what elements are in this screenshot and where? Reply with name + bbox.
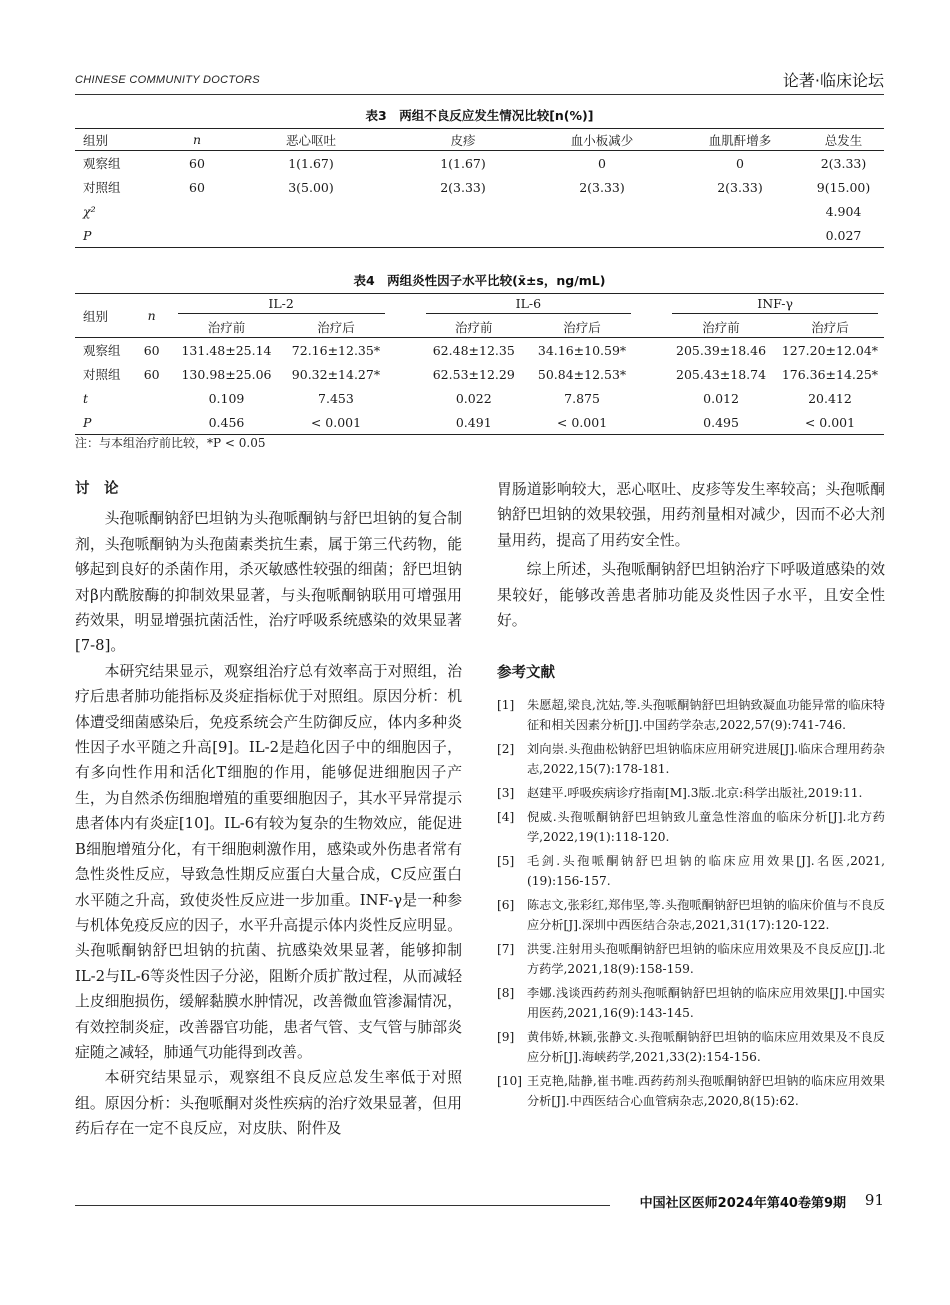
reference-item [497,851,885,891]
table4-cell: 62.48±12.35 [432,342,515,358]
table3-cell [399,223,527,248]
table4-header: 组别 [75,294,132,338]
table-row [75,199,884,223]
section-label: 论著·临床论坛 [782,71,884,90]
table3-header: 组别 [75,129,171,151]
table4-cell: 7.453 [318,390,354,406]
table4-cell: 0.022 [455,390,492,406]
table4-caption: 表4 两组炎性因子水平比较(x̄±s，ng/mL) [353,273,606,288]
table-row [75,386,884,410]
table4-note: 注：与本组治疗前比较，*P < 0.05 [75,436,266,450]
reference-item [497,895,885,935]
table-row [75,362,884,386]
table4-cell: 60 [143,366,160,382]
table4-cell: 0.491 [455,414,492,430]
reference-text: 倪威.头孢哌酮钠舒巴坦钠致儿童急性溶血的临床分析[J].北方药学,2022,19(1):118-120. [527,809,885,844]
table-row [75,175,884,199]
reference-item [497,783,885,803]
reference-item [497,1071,885,1111]
reference-text: 王克艳,陆静,崔书唯.西药药剂头孢哌酮钠舒巴坦钠的临床应用效果分析[J].中西医结合心血管病杂志,2020,8(15):62. [527,1073,885,1108]
reference-text: 刘向崇.头孢曲松钠舒巴坦钠临床应用研究进展[J].临床合理用药杂志,2022,15(7):178-181. [527,741,885,776]
table3-header: 皮疹 [399,129,527,151]
table3-cell: 0.027 [825,227,862,243]
reference-number: [10] [497,1073,523,1088]
reference-text: 朱愿超,梁良,沈姑,等.头孢哌酮钠舒巴坦钠致凝血功能异常的临床特征和相关因素分析[J].中国药学杂志,2022,57(9):741-746. [527,697,885,732]
table3-header-row [75,129,884,151]
table3-cell: 60 [189,179,205,195]
table4-group-header: INF-γ [672,296,878,314]
reference-item [497,695,885,735]
table4-sub-header: 治疗前 [172,316,282,338]
table4-sub-header-row [75,316,884,338]
table4-cell: 176.36±14.25* [781,366,879,382]
table3-cell [171,199,223,223]
table4-cell: 62.53±12.29 [432,366,515,382]
table4-cell: 7.875 [564,390,600,406]
reference-text: 李娜.浅谈西药药剂头孢哌酮钠舒巴坦钠的临床应用效果[J].中国实用医药,2021,16(9):143-145. [527,985,885,1020]
table3-cell: 0 [598,155,606,171]
reference-item [497,983,885,1023]
table4-sub-header: 治疗后 [527,316,636,338]
table4-cell: 0.495 [703,414,739,430]
table3-cell [527,223,677,248]
reference-text: 黄伟娇,林颖,张静文.头孢哌酮钠舒巴坦钠的临床应用效果及不良反应分析[J].海峡药学,2021,33(2):154-156. [527,1029,885,1064]
table3-cell: 3(5.00) [288,179,334,195]
table4-header: n [132,294,172,338]
reference-item [497,1027,885,1067]
table4-cell: 对照组 [83,367,121,382]
reference-list [497,695,885,1111]
reference-number: [3] [497,785,515,800]
reference-number: [7] [497,941,515,956]
references-heading: 参考文献 [497,665,555,682]
footer-journal: 中国社区医师2024年第40卷第9期 [639,1196,846,1211]
table4-cell: 130.98±25.06 [181,366,272,382]
table4-cell: t [83,390,89,406]
table3-header: n [171,129,223,151]
table3-cell: χ² [83,203,96,219]
table3-header: 血小板减少 [527,129,677,151]
table4-group-header: IL-6 [426,296,631,314]
table4-cell: 131.48±25.14 [181,342,272,358]
reference-number: [1] [497,697,515,712]
table3-cell [399,199,527,223]
right-column [497,477,885,1115]
table3-cell: 9(15.00) [816,179,871,195]
discussion-heading: 讨 论 [75,481,119,497]
table4-cell: 50.84±12.53* [537,366,627,382]
table3-cell: 2(3.33) [820,155,867,171]
table-row [75,223,884,248]
table3-cell: 观察组 [83,156,121,171]
reference-number: [2] [497,741,515,756]
reference-text: 陈志文,张彩红,郑伟坚,等.头孢哌酮钠舒巴坦钠的临床价值与不良反应分析[J].深圳中西医结合杂志,2021,31(17):120-122. [527,897,885,932]
page-footer [75,1190,884,1216]
table-row [75,151,884,176]
table3-cell [677,223,803,248]
table4 [75,293,884,435]
reference-text: 毛剑.头孢哌酮钠舒巴坦钠的临床应用效果[J].名医,2021,(19):156-157. [527,853,885,888]
table4-cell: 205.39±18.46 [676,342,767,358]
table4-cell: < 0.001 [804,414,856,430]
table3 [75,128,884,248]
table3-cell: 2(3.33) [717,179,763,195]
table4-cell: 0.012 [703,390,739,406]
table4-cell: < 0.001 [556,414,608,430]
table3-cell [223,199,399,223]
footer-rule [75,1205,610,1206]
reference-number: [4] [497,809,515,824]
body-paragraph: 本研究结果显示，观察组不良反应总发生率低于对照组。原因分析：头孢哌酮对炎性疾病的治疗效果显著，但用药后存在一定不良反应，对皮肤、附件及 [75,1069,462,1138]
table3-header: 血肌酐增多 [677,129,803,151]
table4-cell: 0.109 [208,390,245,406]
body-paragraph: 头孢哌酮钠舒巴坦钠为头孢哌酮钠与舒巴坦钠的复合制剂，头孢哌酮钠为头孢菌素类抗生素，属于第三代药物，能够起到良好的杀菌作用，杀灭敏感性较强的细菌；舒巴坦钠对β内酰胺酶的抑制效果显著，与头孢哌酮钠联用可增强用药效果，明显增强抗菌活性，治疗呼吸系统感染的效果显著[7-8]。 [75,510,462,655]
page-header [75,64,884,95]
table3-cell [527,199,677,223]
table4-sub-header: 治疗前 [666,316,776,338]
table4-cell: 90.32±14.27* [291,366,381,382]
table4-sub-header: 治疗后 [776,316,884,338]
body-paragraph: 胃肠道影响较大，恶心呕吐、皮疹等发生率较高；头孢哌酮钠舒巴坦钠的效果较强，用药剂量相对减少，因而不必大剂量用药，提高了用药安全性。 [497,481,885,549]
reference-number: [9] [497,1029,515,1044]
table4-cell: 60 [143,342,160,358]
table4-sub-header: 治疗前 [420,316,527,338]
table3-cell: 0 [736,155,744,171]
table3-cell: 对照组 [83,180,121,195]
reference-number: [6] [497,897,515,912]
table3-cell [677,199,803,223]
reference-item [497,807,885,847]
reference-item [497,739,885,779]
reference-text: 赵建平.呼吸疾病诊疗指南[M].3版.北京:科学出版社,2019:11. [527,785,863,800]
reference-number: [5] [497,853,515,868]
table4-cell: 72.16±12.35* [291,342,381,358]
table4-sub-header: 治疗后 [281,316,390,338]
table3-cell: 2(3.33) [440,179,486,195]
table3-cell [223,223,399,248]
table4-cell: 34.16±10.59* [537,342,627,358]
body-paragraph: 本研究结果显示，观察组治疗总有效率高于对照组，治疗后患者肺功能指标及炎症指标优于对照组。原因分析：机体遭受细菌感染后，免疫系统会产生防御反应，体内多种炎性因子水平随之升高[9]。IL-2是趋化因子中的细胞因子，有多向性作用和活化T细胞的作用，能够促进细胞因子产生，为自然杀伤细胞增殖的重要细胞因子，其水平异常提示患者体内有炎症[10]。IL-6有较为复杂的生物效应，能促进B细胞增殖分化，有干细胞刺激作用，感染或外伤患者常有急性炎性反应，导致急性期反应蛋白大量合成，C反应蛋白水平随之升高，致使炎性反应进一步加重。INF-γ是一种参与机体免疫反应的因子，水平升高提示体内炎性反应明显。头孢哌酮钠舒巴坦钠的抗菌、抗感染效果显著，能够抑制IL-2与IL-6等炎性因子分泌，阻断介质扩散过程，从而减轻上皮细胞损伤，缓解黏膜水肿情况，改善微血管渗漏情况，有效控制炎症，改善器官功能，患者气管、支气管与肺部炎症随之减轻，肺通气功能得到改善。 [75,662,462,1061]
table-row [75,410,884,435]
table3-cell: 60 [189,155,205,171]
table4-group-header-row [75,294,884,317]
table4-cell [132,410,172,435]
table4-cell: 20.412 [808,390,852,406]
table3-cell [171,223,223,248]
table-row [75,338,884,363]
table4-cell: 观察组 [83,343,121,358]
table4-cell: 127.20±12.04* [781,342,879,358]
journal-name-en: CHINESE COMMUNITY DOCTORS [75,74,260,86]
table4-cell: 205.43±18.74 [676,366,767,382]
reference-number: [8] [497,985,515,1000]
table3-caption: 表3 两组不良反应发生情况比较[n(%)] [365,108,594,123]
table4-cell: < 0.001 [310,414,362,430]
table4-cell: P [83,414,92,430]
page-number: 91 [864,1191,884,1209]
reference-text: 洪雯.注射用头孢哌酮钠舒巴坦钠的临床应用效果及不良反应[J].北方药学,2021,18(9):158-159. [527,941,885,976]
table3-cell: 1(1.67) [288,155,334,171]
table3-header: 恶心呕吐 [223,129,399,151]
left-column [75,477,462,1142]
table3-cell: 2(3.33) [579,179,625,195]
table4-cell: 0.456 [208,414,245,430]
table3-cell: P [83,227,92,243]
table3-cell: 4.904 [825,203,862,219]
table3-cell: 1(1.67) [440,155,486,171]
table4-cell [132,386,172,410]
table3-header: 总发生 [803,129,884,151]
reference-item [497,939,885,979]
table4-group-header: IL-2 [178,296,385,314]
body-paragraph: 综上所述，头孢哌酮钠舒巴坦钠治疗下呼吸道感染的效果较好，能够改善患者肺功能及炎性因子水平，且安全性好。 [497,561,885,630]
